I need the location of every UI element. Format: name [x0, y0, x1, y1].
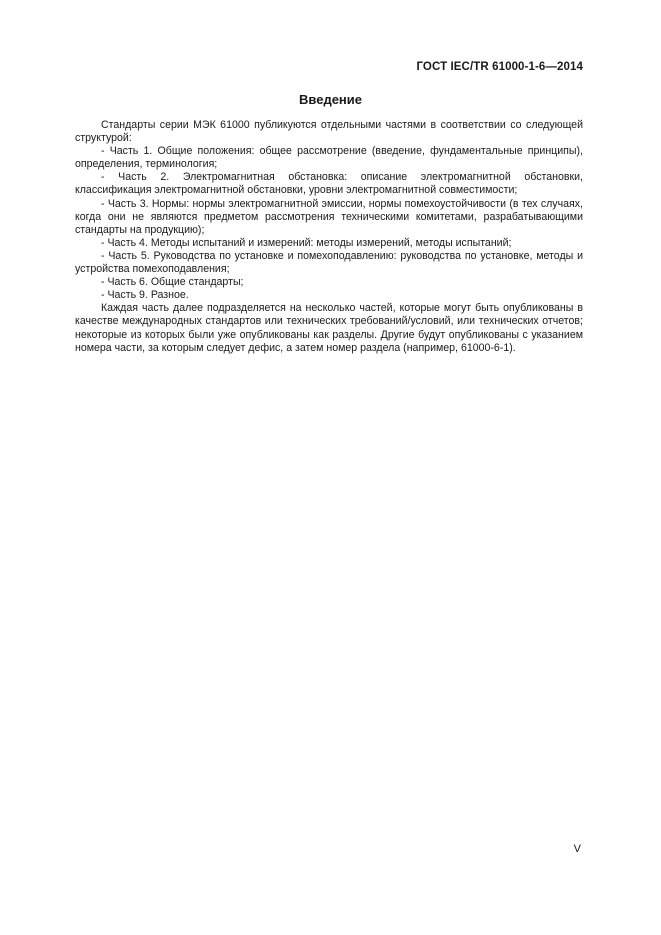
list-item-part-6: - Часть 6. Общие стандарты;	[101, 276, 244, 289]
list-item-part-5: - Часть 5. Руководства по установке и помехоподавлению: руководства по установке, методы и устройства помехоподавления;	[75, 249, 583, 276]
section-title: Введение	[299, 92, 362, 107]
list-item-part-1: - Часть 1. Общие положения: общее рассмотрение (введение, фундаментальные принципы), определения, терминология;	[75, 145, 583, 171]
list-item-part-2: - Часть 2. Электромагнитная обстановка: описание электромагнитной обстановки, классификация электромагнитной обстановки, уровни электромагнитной совместимости;	[75, 171, 583, 197]
list-item-part-9: - Часть 9. Разное.	[101, 289, 189, 302]
list-item-part-3: - Часть 3. Нормы: нормы электромагнитной эмиссии, нормы помехоустойчивости (в тех случаях, когда они не являются предметом рассмотрения техническими комитетами, разрабатывающими стандарты на продукцию);	[75, 197, 583, 236]
list-item-part-4: - Часть 4. Методы испытаний и измерений: методы измерений, методы испытаний;	[101, 236, 512, 249]
paragraph-structure-note: Каждая часть далее подразделяется на несколько частей, которые могут быть опубликованы в качестве международных стандартов или технических требований/условий, или технических отчетов; некоторые из которых были уже опубликованы как разделы. Другие будут опубликованы с указанием номера части, за которым следует дефис, а затем номер раздела (например, 61000-6-1).	[75, 302, 583, 354]
page-number: V	[573, 843, 581, 855]
paragraph-intro: Стандарты серии МЭК 61000 публикуются отдельными частями в соответствии со следующей структурой:	[75, 119, 583, 145]
body-text	[75, 119, 583, 355]
document-code: ГОСТ IEC/TR 61000-1-6—2014	[416, 61, 583, 73]
